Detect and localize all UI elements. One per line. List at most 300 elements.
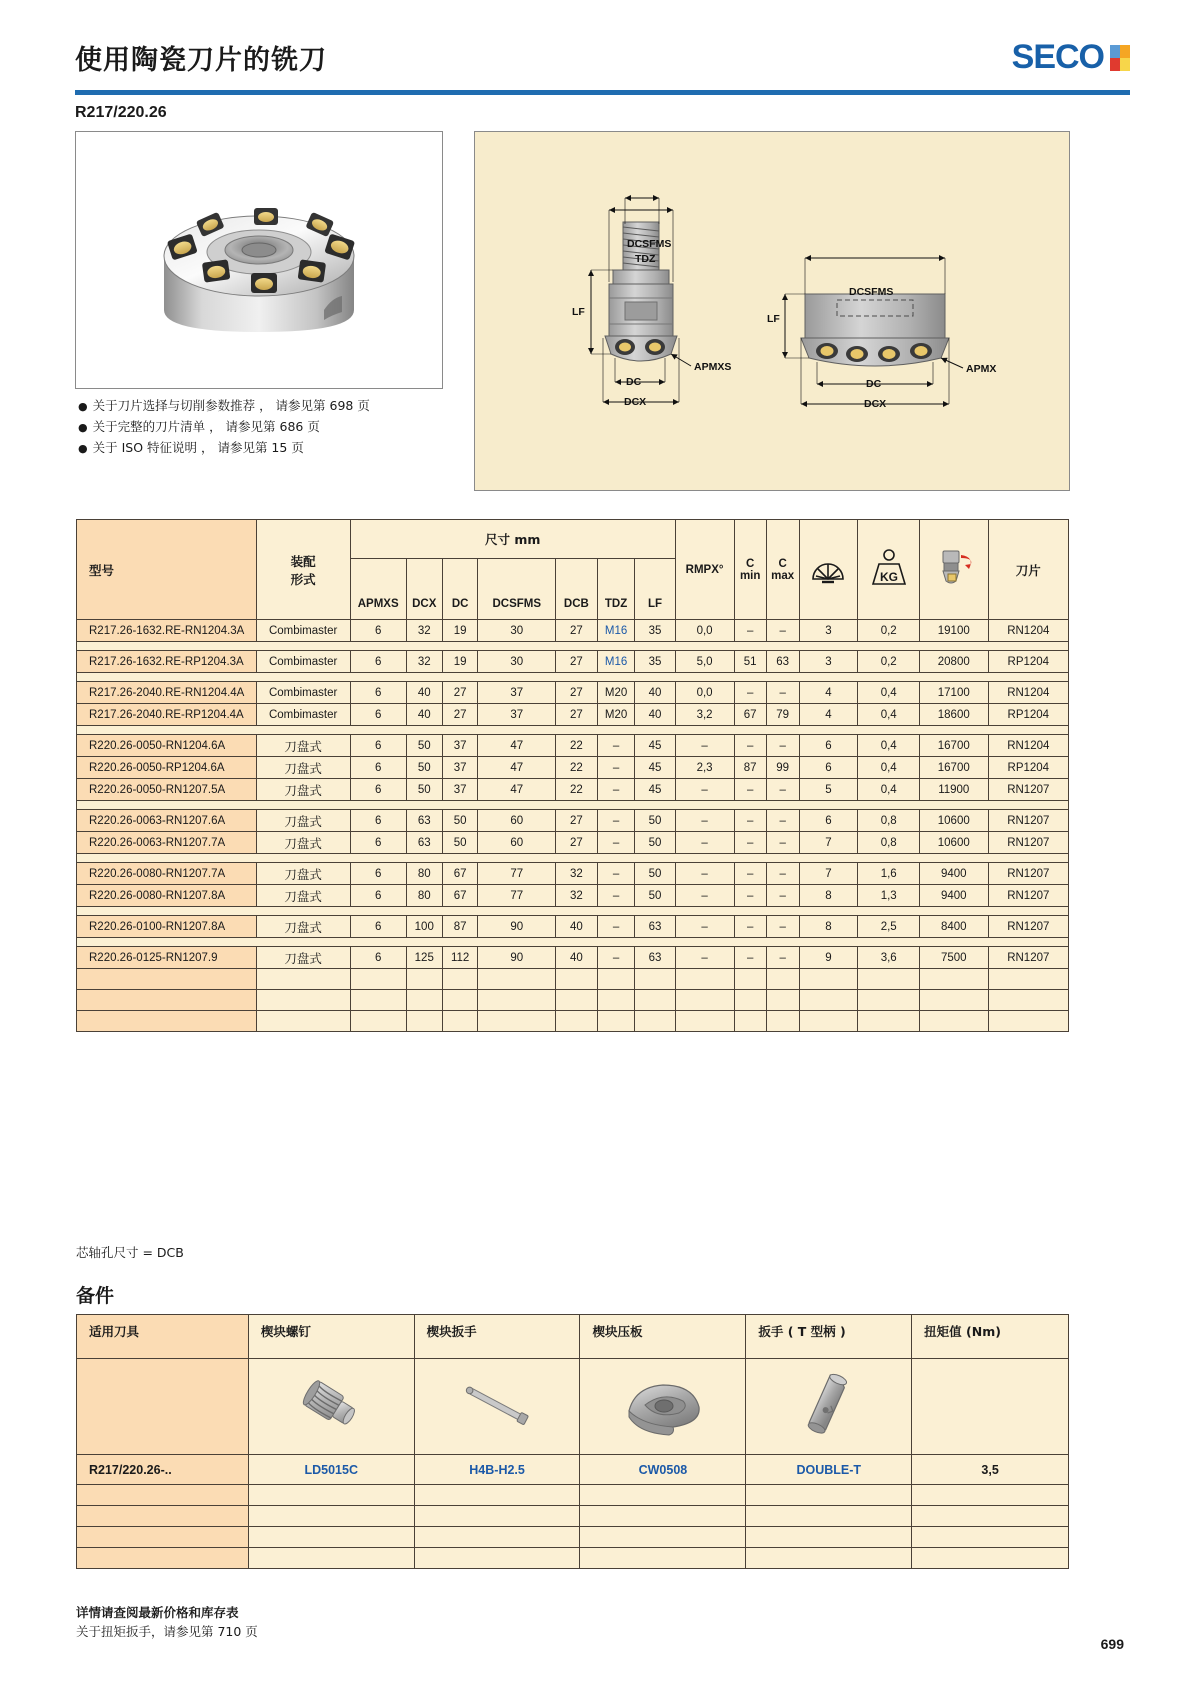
note-arbor-hole: 芯轴孔尺寸 = DCB [76, 1245, 184, 1260]
cell-tdz: – [597, 832, 635, 854]
cell-dc: 67 [442, 885, 478, 907]
table-spacer-row [77, 907, 1069, 916]
cell-kg: 2,5 [858, 916, 919, 938]
cell-dcx: 100 [406, 916, 442, 938]
cell-mounting-type: 刀盘式 [256, 916, 350, 938]
cell-apmxs: 6 [350, 916, 406, 938]
product-photo-frame [75, 131, 443, 389]
table-row [77, 735, 1069, 757]
cell-rmpx: – [675, 885, 734, 907]
product-specification-table [76, 519, 1069, 1032]
cell-mounting-type: 刀盘式 [256, 947, 350, 969]
header-dcb: DCB [556, 590, 598, 620]
cell-dc: 50 [442, 832, 478, 854]
cell-blank [675, 990, 734, 1011]
spare-cell [912, 1527, 1069, 1548]
cell-blank [675, 969, 734, 990]
cell-rmpx: 0,0 [675, 682, 734, 704]
cell-cmin: 51 [734, 651, 766, 673]
cell-mounting-type: 刀盘式 [256, 810, 350, 832]
cell-blank [256, 969, 350, 990]
cell-rmpx: – [675, 832, 734, 854]
spacer-cell [77, 907, 1069, 916]
header-spacer-dc [442, 558, 478, 590]
spare-header-screw: 楔块螺钉 [248, 1315, 414, 1359]
weight-kg-icon [867, 548, 911, 588]
table-row [77, 651, 1069, 673]
spare-cell [580, 1506, 746, 1527]
cell-apmxs: 6 [350, 885, 406, 907]
cell-rpm: 10600 [919, 832, 988, 854]
cell-cmin: – [734, 779, 766, 801]
cell-apmxs: 6 [350, 832, 406, 854]
cell-insert: RN1207 [988, 779, 1068, 801]
cell-blank [597, 1011, 635, 1032]
spare-parts-heading: 备件 [76, 1285, 115, 1307]
spacer-cell [77, 726, 1069, 735]
spare-image-t-handle [746, 1359, 912, 1455]
spare-screw-code: LD5015C [248, 1455, 414, 1485]
header-spacer-dcb [556, 558, 598, 590]
cell-dcb: 27 [556, 810, 598, 832]
cell-cmax: – [766, 620, 799, 642]
cell-dcsfms: 60 [478, 810, 556, 832]
cell-mounting-type: Combimaster [256, 651, 350, 673]
cell-blank [406, 990, 442, 1011]
cell-apmxs: 6 [350, 682, 406, 704]
cell-insert: RN1204 [988, 735, 1068, 757]
spare-cell [248, 1527, 414, 1548]
spare-cell [248, 1548, 414, 1569]
cell-mounting-type: Combimaster [256, 682, 350, 704]
dim-label-tdz: TDZ [635, 253, 656, 265]
cell-dcb: 27 [556, 704, 598, 726]
cell-blank [635, 1011, 675, 1032]
cell-model: R217.26-2040.RE-RP1204.4A [77, 704, 257, 726]
cell-insert: RN1207 [988, 947, 1068, 969]
teeth-count-icon [809, 549, 847, 587]
spare-blank-row [77, 1548, 1069, 1569]
cell-dcx: 50 [406, 757, 442, 779]
footer-notes [76, 1603, 258, 1641]
cell-rpm: 19100 [919, 620, 988, 642]
cell-dcsfms: 90 [478, 947, 556, 969]
cell-blank [350, 969, 406, 990]
wrench-rod-icon [452, 1365, 542, 1445]
table-body [77, 620, 1069, 1032]
cell-cmin: – [734, 916, 766, 938]
cell-teeth: 6 [799, 735, 858, 757]
header-rmpx: RMPX° [675, 520, 734, 620]
cell-dc: 19 [442, 620, 478, 642]
cell-rmpx: 2,3 [675, 757, 734, 779]
cell-mounting-type: 刀盘式 [256, 779, 350, 801]
spare-t-handle-code: DOUBLE-T [746, 1455, 912, 1485]
spare-header-torque: 扭矩值 (Nm) [912, 1315, 1069, 1359]
cell-rpm: 7500 [919, 947, 988, 969]
cell-blank [556, 969, 598, 990]
cell-cmax: 63 [766, 651, 799, 673]
header-spacer-dcsfms [478, 558, 556, 590]
spare-header-clamp: 楔块压板 [580, 1315, 746, 1359]
table-row [77, 810, 1069, 832]
spare-header-t-handle: 扳手 ( T 型柄 ) [746, 1315, 912, 1359]
dim-label-dc-left: DC [626, 376, 642, 388]
cell-kg: 0,4 [858, 779, 919, 801]
cell-insert: RN1207 [988, 885, 1068, 907]
spare-cell [746, 1548, 912, 1569]
cell-cmin: 87 [734, 757, 766, 779]
cell-blank [556, 990, 598, 1011]
table-spacer-row [77, 642, 1069, 651]
cell-tdz: – [597, 885, 635, 907]
cell-dc: 19 [442, 651, 478, 673]
spare-cell [580, 1548, 746, 1569]
table-row [77, 620, 1069, 642]
cell-model [77, 969, 257, 990]
cell-kg: 3,6 [858, 947, 919, 969]
bullet-dot-icon: ● [78, 442, 88, 455]
cell-mounting-type: Combimaster [256, 620, 350, 642]
spare-cell [248, 1485, 414, 1506]
cell-teeth: 4 [799, 682, 858, 704]
cell-blank [556, 1011, 598, 1032]
cell-tdz: M16 [597, 651, 635, 673]
page-header [75, 34, 1130, 96]
cell-dcsfms: 90 [478, 916, 556, 938]
table-spacer-row [77, 673, 1069, 682]
header-dcsfms: DCSFMS [478, 590, 556, 620]
cell-rmpx: – [675, 863, 734, 885]
cell-blank [635, 969, 675, 990]
cell-lf: 63 [635, 947, 675, 969]
cell-kg: 0,4 [858, 757, 919, 779]
table-spacer-row [77, 938, 1069, 947]
clamp-plate-icon [613, 1365, 713, 1445]
cell-kg: 0,8 [858, 810, 919, 832]
cell-model: R220.26-0063-RN1207.7A [77, 832, 257, 854]
cell-dcb: 27 [556, 682, 598, 704]
cell-kg: 0,4 [858, 704, 919, 726]
page-number: 699 [1100, 1636, 1124, 1652]
milling-cutter-photo [124, 160, 394, 360]
cell-dc: 27 [442, 682, 478, 704]
cell-dcb: 32 [556, 885, 598, 907]
header-spacer-tdz [597, 558, 635, 590]
header-rule [75, 90, 1130, 95]
cell-tdz: M20 [597, 704, 635, 726]
table-row [77, 757, 1069, 779]
cell-insert: RN1204 [988, 682, 1068, 704]
cell-dcb: 40 [556, 916, 598, 938]
cell-teeth: 6 [799, 757, 858, 779]
cell-cmax: – [766, 682, 799, 704]
footer-note-torque: 关于扭矩扳手，请参见第 710 页 [76, 1624, 258, 1639]
spare-value-row [77, 1455, 1069, 1485]
spacer-cell [77, 854, 1069, 863]
cell-mounting-type: 刀盘式 [256, 832, 350, 854]
cell-lf: 50 [635, 885, 675, 907]
cell-rmpx: 3,2 [675, 704, 734, 726]
cell-apmxs: 6 [350, 863, 406, 885]
max-speed-icon [931, 547, 977, 589]
footer-note-price: 详情请查阅最新价格和库存表 [76, 1605, 239, 1620]
header-spacer-apmxs [350, 558, 406, 590]
cell-cmin: – [734, 620, 766, 642]
cell-blank [734, 990, 766, 1011]
cell-blank [858, 969, 919, 990]
cell-mounting-type: 刀盘式 [256, 757, 350, 779]
bullet-item: ● 关于完整的刀片清单 ， 请参见第 686 页 [78, 419, 320, 434]
dim-label-apmx: APMX [966, 363, 997, 375]
cell-cmax: – [766, 832, 799, 854]
spare-cell [77, 1506, 249, 1527]
cell-lf: 45 [635, 735, 675, 757]
cell-teeth: 9 [799, 947, 858, 969]
cell-kg: 0,4 [858, 735, 919, 757]
cell-tdz: – [597, 947, 635, 969]
bullet-dot-icon: ● [78, 400, 88, 413]
cell-rpm: 17100 [919, 682, 988, 704]
cell-rpm: 16700 [919, 735, 988, 757]
spare-header-row [77, 1315, 1069, 1359]
spare-blank-row [77, 1506, 1069, 1527]
cell-model: R220.26-0063-RN1207.6A [77, 810, 257, 832]
cell-dcsfms: 30 [478, 620, 556, 642]
cell-rmpx: – [675, 735, 734, 757]
spare-tool-code: R217/220.26-.. [77, 1455, 249, 1485]
header-c-max: C max [766, 520, 799, 620]
cell-blank [919, 969, 988, 990]
cell-dcb: 32 [556, 863, 598, 885]
cell-dcx: 32 [406, 620, 442, 642]
cell-model: R217.26-2040.RE-RN1204.4A [77, 682, 257, 704]
cell-kg: 0,8 [858, 832, 919, 854]
spare-header-wrench: 楔块扳手 [414, 1315, 580, 1359]
brand-name: SECO [1011, 38, 1104, 76]
cell-dcsfms: 77 [478, 863, 556, 885]
table-row [77, 682, 1069, 704]
spare-cell [77, 1527, 249, 1548]
cell-blank [766, 1011, 799, 1032]
cell-cmin: 67 [734, 704, 766, 726]
cell-blank [799, 1011, 858, 1032]
cell-blank [478, 990, 556, 1011]
t-handle-wrench-icon [784, 1365, 874, 1445]
cell-rmpx: – [675, 810, 734, 832]
cell-dcsfms: 37 [478, 682, 556, 704]
cell-lf: 35 [635, 620, 675, 642]
cell-tdz: – [597, 779, 635, 801]
cell-blank [478, 969, 556, 990]
spacer-cell [77, 642, 1069, 651]
cell-teeth: 4 [799, 704, 858, 726]
header-tdz: TDZ [597, 590, 635, 620]
cell-cmin: – [734, 810, 766, 832]
spacer-cell [77, 801, 1069, 810]
cell-teeth: 7 [799, 863, 858, 885]
cell-blank [256, 1011, 350, 1032]
cell-blank [799, 969, 858, 990]
cell-rmpx: 0,0 [675, 620, 734, 642]
cell-mounting-type: 刀盘式 [256, 735, 350, 757]
cell-cmax: – [766, 810, 799, 832]
cell-cmax: 79 [766, 704, 799, 726]
cell-kg: 1,6 [858, 863, 919, 885]
spare-cell [746, 1527, 912, 1548]
cell-dcsfms: 47 [478, 735, 556, 757]
cell-dcsfms: 30 [478, 651, 556, 673]
spare-cell [912, 1506, 1069, 1527]
cell-blank [406, 1011, 442, 1032]
cell-blank [734, 1011, 766, 1032]
cell-dc: 67 [442, 863, 478, 885]
cell-mounting-type: 刀盘式 [256, 863, 350, 885]
cell-model: R220.26-0125-RN1207.9 [77, 947, 257, 969]
dim-label-dcx-left: DCX [624, 396, 647, 408]
cell-lf: 45 [635, 779, 675, 801]
dim-label-lf-left: LF [572, 306, 585, 318]
cell-blank [675, 1011, 734, 1032]
table-spacer-row [77, 726, 1069, 735]
cell-tdz: – [597, 757, 635, 779]
cell-dc: 87 [442, 916, 478, 938]
cell-model: R220.26-0100-RN1207.8A [77, 916, 257, 938]
cell-dcx: 40 [406, 704, 442, 726]
cell-teeth: 5 [799, 779, 858, 801]
spare-cell [77, 1548, 249, 1569]
cell-rpm: 10600 [919, 810, 988, 832]
cell-dcsfms: 37 [478, 704, 556, 726]
cell-blank [350, 990, 406, 1011]
cell-apmxs: 6 [350, 651, 406, 673]
cell-rpm: 9400 [919, 885, 988, 907]
spare-image-clamp [580, 1359, 746, 1455]
cell-blank [406, 969, 442, 990]
cell-cmin: – [734, 863, 766, 885]
cell-cmin: – [734, 832, 766, 854]
table-row [77, 779, 1069, 801]
cell-apmxs: 6 [350, 779, 406, 801]
cell-insert: RN1207 [988, 863, 1068, 885]
cell-blank [597, 969, 635, 990]
cell-dcx: 50 [406, 735, 442, 757]
spare-torque-value: 3,5 [912, 1455, 1069, 1485]
cell-model: R220.26-0050-RP1204.6A [77, 757, 257, 779]
cell-model: R220.26-0050-RN1207.5A [77, 779, 257, 801]
cell-mounting-type: Combimaster [256, 704, 350, 726]
cell-model [77, 990, 257, 1011]
cell-rpm: 11900 [919, 779, 988, 801]
cell-insert: RN1204 [988, 620, 1068, 642]
spare-cell [414, 1527, 580, 1548]
cell-apmxs: 6 [350, 810, 406, 832]
spare-header-tool: 适用刀具 [77, 1315, 249, 1359]
cell-blank [766, 990, 799, 1011]
cell-dcb: 22 [556, 757, 598, 779]
cell-blank [858, 990, 919, 1011]
header-mounting-type: 装配 形式 [256, 520, 350, 620]
cell-rpm: 8400 [919, 916, 988, 938]
cell-blank [350, 1011, 406, 1032]
cell-blank [858, 1011, 919, 1032]
cell-dcb: 22 [556, 779, 598, 801]
header-teeth-count [799, 520, 858, 620]
bullet-dot-icon: ● [78, 421, 88, 434]
cell-rmpx: 5,0 [675, 651, 734, 673]
table-blank-row [77, 1011, 1069, 1032]
cell-dcx: 63 [406, 832, 442, 854]
cell-insert: RP1204 [988, 704, 1068, 726]
cell-teeth: 3 [799, 651, 858, 673]
cell-insert: RP1204 [988, 651, 1068, 673]
dimension-diagrams [475, 132, 1071, 492]
cell-dcx: 63 [406, 810, 442, 832]
cell-insert: RP1204 [988, 757, 1068, 779]
cell-kg: 0,2 [858, 620, 919, 642]
cell-rpm: 20800 [919, 651, 988, 673]
cell-blank [988, 990, 1068, 1011]
cell-dcsfms: 77 [478, 885, 556, 907]
header-spacer-lf [635, 558, 675, 590]
header-dcx: DCX [406, 590, 442, 620]
spare-cell [912, 1548, 1069, 1569]
table-row [77, 704, 1069, 726]
dim-label-dcsfms-right: DCSFMS [849, 286, 894, 298]
technical-drawing-panel [474, 131, 1070, 491]
cell-blank [442, 1011, 478, 1032]
cell-blank [734, 969, 766, 990]
dim-label-apmxs: APMXS [694, 361, 732, 373]
spare-image-blank [77, 1359, 249, 1455]
header-model: 型号 [77, 520, 257, 620]
spare-image-wrench [414, 1359, 580, 1455]
spare-image-row [77, 1359, 1069, 1455]
cell-dc: 37 [442, 779, 478, 801]
cell-tdz: – [597, 735, 635, 757]
cell-rpm: 18600 [919, 704, 988, 726]
cell-dcx: 50 [406, 779, 442, 801]
table-blank-row [77, 969, 1069, 990]
cell-dc: 27 [442, 704, 478, 726]
spare-parts-table [76, 1314, 1069, 1569]
cell-blank [919, 990, 988, 1011]
screw-icon [286, 1365, 376, 1445]
table-header [77, 520, 1069, 620]
cell-dcx: 80 [406, 863, 442, 885]
table-blank-row [77, 990, 1069, 1011]
spare-cell [912, 1485, 1069, 1506]
cell-tdz: – [597, 916, 635, 938]
cell-cmax: 99 [766, 757, 799, 779]
cell-model: R217.26-1632.RE-RN1204.3A [77, 620, 257, 642]
cell-model [77, 1011, 257, 1032]
spare-cell [414, 1548, 580, 1569]
spare-cell [580, 1485, 746, 1506]
dim-label-dcx-right: DCX [864, 398, 887, 410]
cell-dcx: 80 [406, 885, 442, 907]
spare-cell [414, 1506, 580, 1527]
header-dimensions-group: 尺寸 mm [350, 520, 675, 559]
brand-swatch-icon [1110, 45, 1130, 71]
dim-label-lf-right: LF [767, 313, 780, 325]
cell-kg: 1,3 [858, 885, 919, 907]
cell-model: R220.26-0080-RN1207.7A [77, 863, 257, 885]
cell-dcb: 27 [556, 651, 598, 673]
cell-rmpx: – [675, 916, 734, 938]
spare-cell [77, 1485, 249, 1506]
table-row [77, 885, 1069, 907]
